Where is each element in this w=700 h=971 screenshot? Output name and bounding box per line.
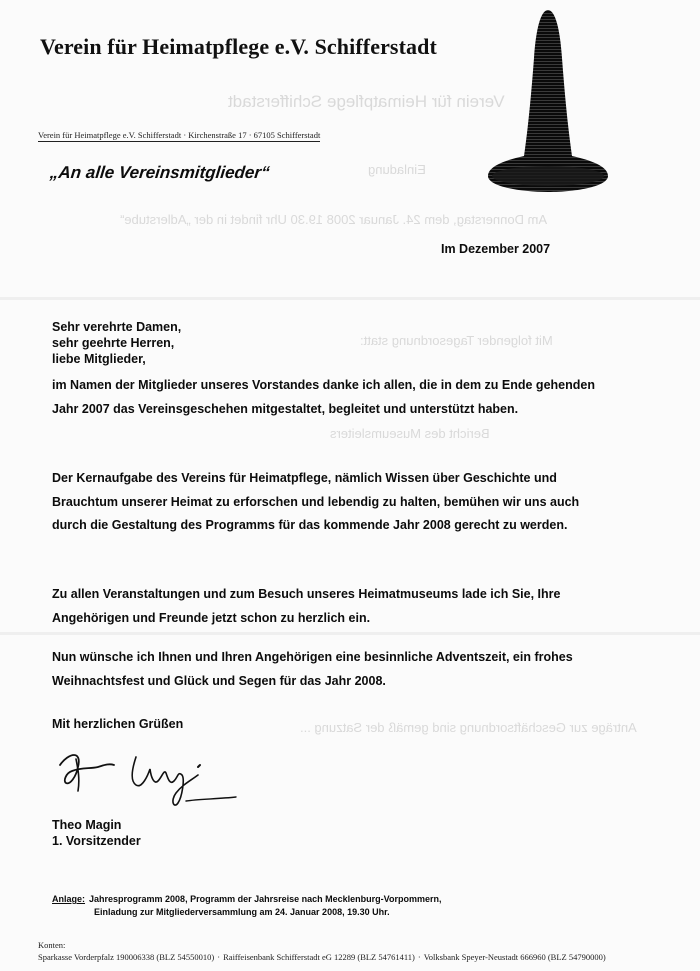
- salutation-line: sehr geehrte Herren,: [52, 336, 175, 350]
- body-paragraph: Der Kernaufgabe des Vereins für Heimatpflege, nämlich Wissen über Geschichte und Brauchtum unserer Heimat zu erforschen und lebendig zu halten, bemühen wir uns auch durch die Gestaltung des Programms für das kommende Jahr 2008 gerecht zu werden.: [52, 471, 580, 532]
- signer-block: [52, 817, 141, 849]
- bleed-through-text: Einladung: [368, 162, 426, 177]
- salutation-line: liebe Mitglieder,: [52, 352, 146, 366]
- bleed-through-text: Verein für Heimatpflege Schifferstadt: [228, 92, 505, 111]
- enclosure-line: Einladung zur Mitgliederversammlung am 24. Januar 2008, 19.30 Uhr.: [94, 907, 390, 917]
- letterhead-title: Verein für Heimatpflege e.V. Schifferstadt: [40, 34, 437, 59]
- bleed-through-text: Anträge zur Geschäftsordnung sind gemäß der Satzung ...: [300, 720, 637, 735]
- body-paragraph: im Namen der Mitglieder unseres Vorstandes danke ich allen, die in dem zu Ende gehenden Jahr 2007 das Vereinsgeschehen mitgestaltet, begleitet und unterstützt haben.: [52, 378, 595, 416]
- bleed-through-text: Mit folgender Tagesordnung statt:: [360, 333, 553, 348]
- golden-hat-icon: [486, 8, 610, 198]
- body-paragraph: Nun wünsche ich Ihnen und Ihren Angehörigen eine besinnliche Adventszeit, ein frohes Weihnachtsfest und Glück und Segen für das Jahr 2008.: [52, 650, 573, 688]
- fold-line: [0, 632, 700, 635]
- salutation-line: Sehr verehrte Damen,: [52, 320, 182, 334]
- accounts-label: Konten:: [38, 940, 66, 950]
- signer-role: 1. Vorsitzender: [52, 834, 141, 848]
- letter-date: Im Dezember 2007: [441, 242, 551, 256]
- return-address: Verein für Heimatpflege e.V. Schifferstadt · Kirchenstraße 17 · 67105 Schifferstadt: [38, 130, 321, 140]
- addressee-line: „An alle Vereinsmitglieder“: [49, 163, 271, 182]
- bleed-through-text: Bericht des Museumsleiters: [330, 426, 490, 441]
- closing-phrase: Mit herzlichen Grüßen: [52, 717, 184, 731]
- bank-account: Volksbank Speyer-Neustadt 666960 (BLZ 54790000): [423, 952, 606, 962]
- enclosure-note: [52, 893, 441, 919]
- enclosure-line: Jahresprogramm 2008, Programm der Jahrsreise nach Mecklenburg-Vorpommern,: [89, 894, 442, 904]
- handwritten-signature: [58, 745, 238, 811]
- bleed-through-text: Am Donnerstag, dem 24. Januar 2008 19.30 Uhr findet in der „Adlerstube“: [120, 212, 548, 227]
- body-paragraph: Zu allen Veranstaltungen und zum Besuch unseres Heimatmuseums lade ich Sie, Ihre Angehörigen und Freunde jetzt schon zu herzlich ein.: [52, 587, 561, 625]
- salutation: [52, 319, 181, 367]
- enclosure-label: Anlage:: [52, 894, 86, 904]
- bank-account: Sparkasse Vorderpfalz 190006338 (BLZ 54550010): [38, 952, 215, 962]
- bank-accounts: Konten: Sparkasse Vorderpfalz 190006338 (BLZ 54550010) · Raiffeisenbank Schifferstadt eG 12289 (BLZ 54761411) · Volksbank Speyer-Neustadt 666960 (BLZ 54790000): [38, 940, 606, 962]
- signer-name: Theo Magin: [52, 818, 122, 832]
- bank-account: Raiffeisenbank Schifferstadt eG 12289 (BLZ 54761411): [223, 952, 415, 962]
- fold-line: [0, 297, 700, 300]
